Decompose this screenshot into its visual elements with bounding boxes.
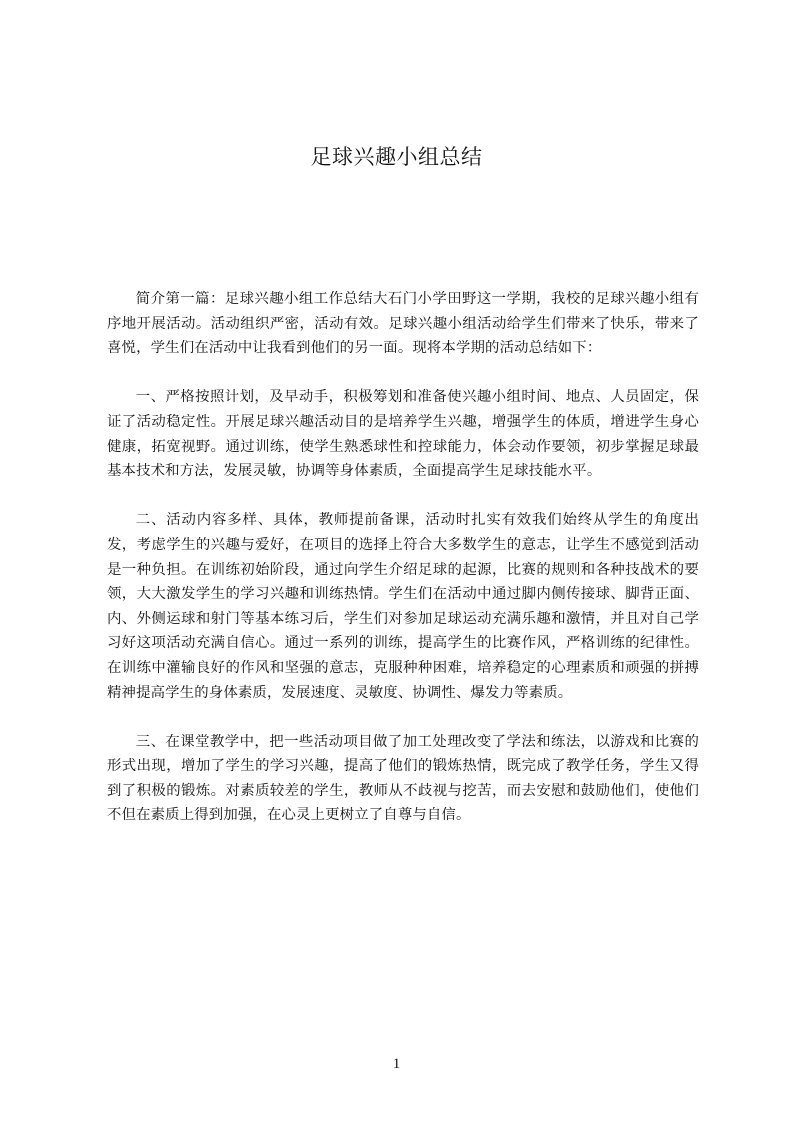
- page-number: 1: [392, 1056, 401, 1072]
- paragraph-section-three: 三、在课堂教学中，把一些活动项目做了加工处理改变了学法和练法，以游戏和比赛的形式出现，增加了学生的学习兴趣，提高了他们的锻炼热情，既完成了教学任务，学生又得到了积极的锻炼。对素质较差的学生，教师从不歧视与挖苦，而去安慰和鼓励他们，使他们不但在素质上得到加强，在心灵上更树立了自尊与自信。: [107, 733, 699, 824]
- paragraph-intro: 简介第一篇：足球兴趣小组工作总结大石门小学田野这一学期，我校的足球兴趣小组有序地开展活动。活动组织严密，活动有效。足球兴趣小组活动给学生们带来了快乐，带来了喜悦，学生们在活动中让我看到他们的另一面。现将本学期的活动总结如下：: [107, 291, 699, 357]
- paragraph-section-two: 二、活动内容多样、具体，教师提前备课，活动时扎实有效我们始终从学生的角度出发，考虑学生的兴趣与爱好，在项目的选择上符合大多数学生的意志，让学生不感觉到活动是一种负担。在训练初始阶段，通过向学生介绍足球的起源，比赛的规则和各种技战术的要领，大大激发学生的学习兴趣和训练热情。学生们在活动中通过脚内侧传接球、脚背正面、内、外侧运球和射门等基本练习后，学生们对参加足球运动充满乐趣和激情，并且对自己学习好这项活动充满自信心。通过一系列的训练，提高学生的比赛作风，严格训练的纪律性。在训练中灌输良好的作风和坚强的意志，克服种种困难，培养稳定的心理素质和顽强的拼搏精神提高学生的身体素质，发展速度、灵敏度、协调性、爆发力等素质。: [107, 512, 699, 701]
- document-body: [107, 287, 699, 828]
- document-title: 足球兴趣小组总结: [310, 145, 483, 169]
- paragraph-section-one: 一、严格按照计划，及早动手，积极筹划和准备使兴趣小组时间、地点、人员固定，保证了活动稳定性。开展足球兴趣活动目的是培养学生兴趣，增强学生的体质，增进学生身心健康，拓宽视野。通过训练，使学生熟悉球性和控球能力，体会动作要领，初步掌握足球最基本技术和方法，发展灵敏，协调等身体素质，全面提高学生足球技能水平。: [107, 389, 699, 480]
